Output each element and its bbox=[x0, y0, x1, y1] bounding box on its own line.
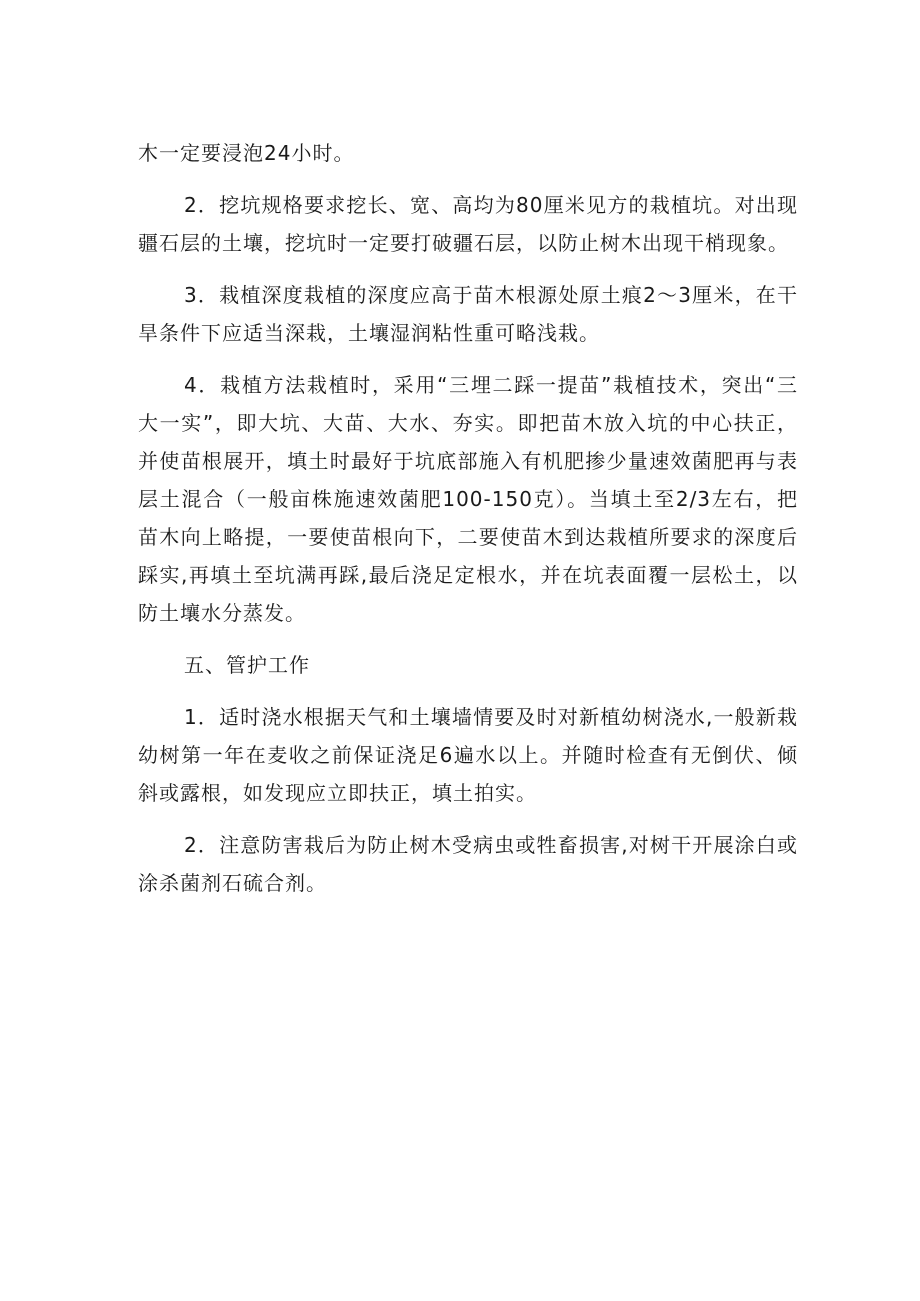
paragraph-item-1-watering: 1．适时浇水根据天气和土壤墙情要及时对新植幼树浇水,一般新栽幼树第一年在麦收之前保证浇足6遍水以上。并随时检查有无倒伏、倾斜或露根，如发现应立即扶正，填土拍实。 bbox=[138, 705, 798, 805]
section-heading-maintenance: 五、管护工作 bbox=[184, 653, 310, 677]
document-body bbox=[138, 134, 798, 916]
paragraph-continuation: 木一定要浸泡24小时。 bbox=[138, 141, 355, 165]
paragraph-item-2-pest-prevention: 2．注意防害栽后为防止树木受病虫或牲畜损害,对树干开展涂白或涂杀菌剂石硫合剂。 bbox=[138, 833, 798, 895]
paragraph-item-2-pit-spec: 2．挖坑规格要求挖长、宽、高均为80厘米见方的栽植坑。对出现疆石层的土壤，挖坑时一定要打破疆石层，以防止树木出现干梢现象。 bbox=[138, 193, 798, 255]
paragraph-item-3-planting-depth: 3．栽植深度栽植的深度应高于苗木根源处原土痕2～3厘米，在干旱条件下应适当深栽，土壤湿润粘性重可略浅栽。 bbox=[138, 283, 798, 345]
paragraph-item-4-planting-method: 4．栽植方法栽植时，采用“三埋二踩一提苗”栽植技术，突出“三大一实”，即大坑、大苗、大水、夯实。即把苗木放入坑的中心扶正，并使苗根展开，填土时最好于坑底部施入有机肥掺少量速效菌肥再与表层土混合（一般亩株施速效菌肥100-150克）。当填土至2/3左右，把苗木向上略提，一要使苗根向下，二要使苗木到达栽植所要求的深度后踩实,再填土至坑满再踩,最后浇足定根水，并在坑表面覆一层松土，以防土壤水分蒸发。 bbox=[138, 373, 798, 625]
